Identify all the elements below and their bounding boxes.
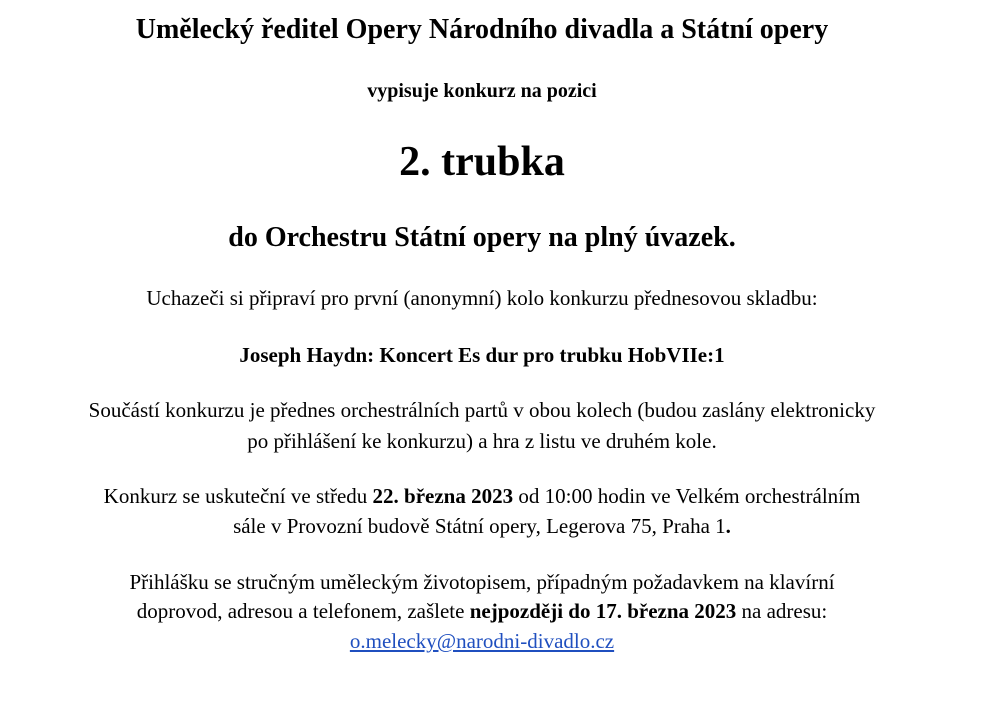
parts-text-line-1: Součástí konkurzu je přednes orchestrálních partů v obou kolech (budou zaslány elektronicky [88, 398, 876, 422]
application-line-2 [0, 599, 964, 624]
position-title: 2. trubka [399, 139, 565, 185]
date-rest: od 10:00 hodin ve Velkém orchestrálním [513, 484, 861, 508]
application-line-3 [0, 629, 964, 654]
application-line-1: Přihlášku se stručným uměleckým životopisem, případným požadavkem na klavírní [129, 570, 835, 594]
application-deadline: nejpozději do 17. března 2023 [469, 599, 737, 623]
announcement-heading: Umělecký ředitel Opery Národního divadla a Státní opery [135, 14, 829, 45]
venue-end: . [725, 514, 731, 538]
preparation-text: Uchazeči si připraví pro první (anonymní) kolo konkurzu přednesovou skladbu: [146, 286, 818, 310]
audition-piece: Joseph Haydn: Koncert Es dur pro trubku HobVIIe:1 [239, 343, 725, 367]
venue-text: sále v Provozní budově Státní opery, Legerova 75, Praha 1 [233, 514, 726, 538]
announcement-subheading: vypisuje konkurz na pozici [367, 80, 597, 102]
date-intro: Konkurz se uskuteční ve středu [103, 484, 373, 508]
audition-date: 22. března 2023 [372, 484, 514, 508]
parts-text-line-2: po přihlášení ke konkurzu) a hra z listu ve druhém kole. [247, 429, 717, 453]
date-paragraph-line-2 [0, 514, 964, 539]
date-paragraph-line-1 [0, 484, 964, 509]
email-link[interactable]: o.melecky@narodni-divadlo.cz [349, 629, 615, 653]
application-rest: na adresu: [736, 599, 828, 623]
orchestra-line: do Orchestru Státní opery na plný úvazek. [228, 222, 736, 253]
application-intro: doprovod, adresou a telefonem, zašlete [136, 599, 470, 623]
